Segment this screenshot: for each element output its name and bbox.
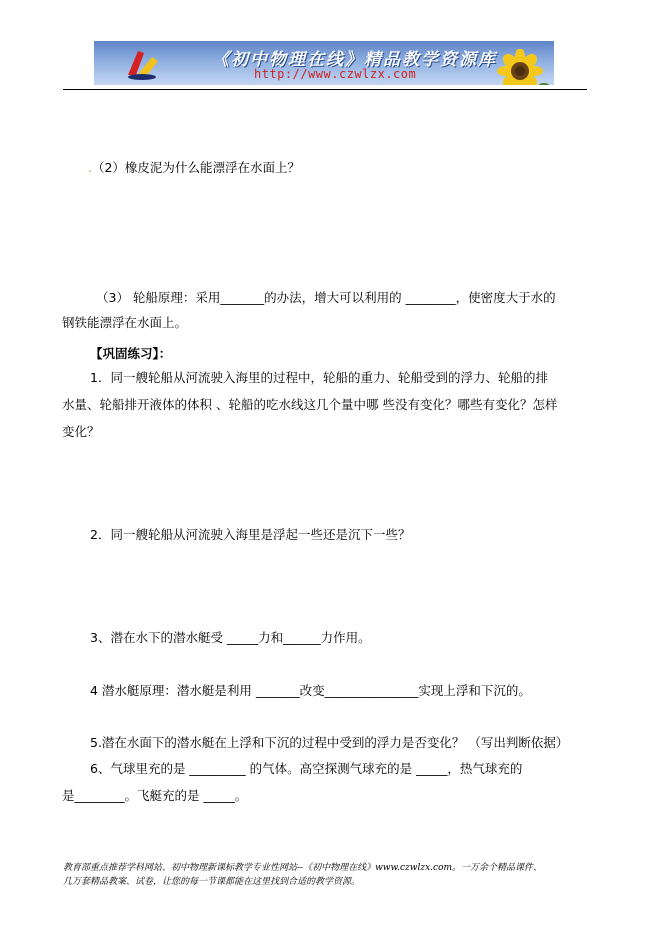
question-2-line [88,160,300,176]
question-3-line2: 钢铁能漂浮在水面上。 [62,315,188,330]
practice-5: 5.潜在水面下的潜水艇在上浮和下沉的过程中受到的浮力是否变化？ （写出判断依据） [90,735,569,750]
practice-6-line1: 6、气球里充的是 _________ 的气体。高空探测气球充的是 _____，热气球充的 [90,761,523,776]
question-3-line1: （3） 轮船原理：采用_______的办法，增大可以利用的 ________，使密度大于水的 [96,290,556,305]
practice-1-line1: 1．同一艘轮船从河流驶入海里的过程中，轮船的重力、轮船受到的浮力、轮船的排 [90,370,548,385]
site-url[interactable]: http://www.czwlzx.com [254,67,417,81]
header-banner [94,41,554,85]
practice-2: 2．同一艘轮船从河流驶入海里是浮起一些还是沉下一些？ [90,527,411,542]
footer-line-1: 教育部重点推荐学科网站、初中物理新课标教学专业性网站--《初中物理在线》www.czwlzx.com。一万余个精品课件、 [63,863,543,873]
site-title: 《初中物理在线》精品教学资源库 [212,50,497,70]
practice-6-line2: 是________。飞艇充的是 _____。 [62,788,248,803]
practice-heading: 【巩固练习】： [90,346,172,361]
practice-4: 4 潜水艇原理：潜水艇是利用 _______改变_______________实现上浮和下沉的。 [90,683,531,698]
bullet-dot: . [88,160,92,175]
question-2: （2）橡皮泥为什么能漂浮在水面上？ [91,160,300,175]
header-divider [63,89,587,90]
site-logo-icon [122,45,162,81]
footer-line-2: 几万套精品教案、试卷，让您的每一节课都能在这里找到合适的教学资源。 [63,877,361,887]
practice-1-line3: 变化？ [62,424,100,439]
sunflower-icon [490,49,550,85]
practice-3: 3、潜在水下的潜水艇受 _____力和______力作用。 [90,630,371,645]
practice-1-line2: 水量、轮船排开液体的体积 、轮船的吃水线这几个量中哪 些没有变化？哪些有变化？怎样 [62,397,558,412]
